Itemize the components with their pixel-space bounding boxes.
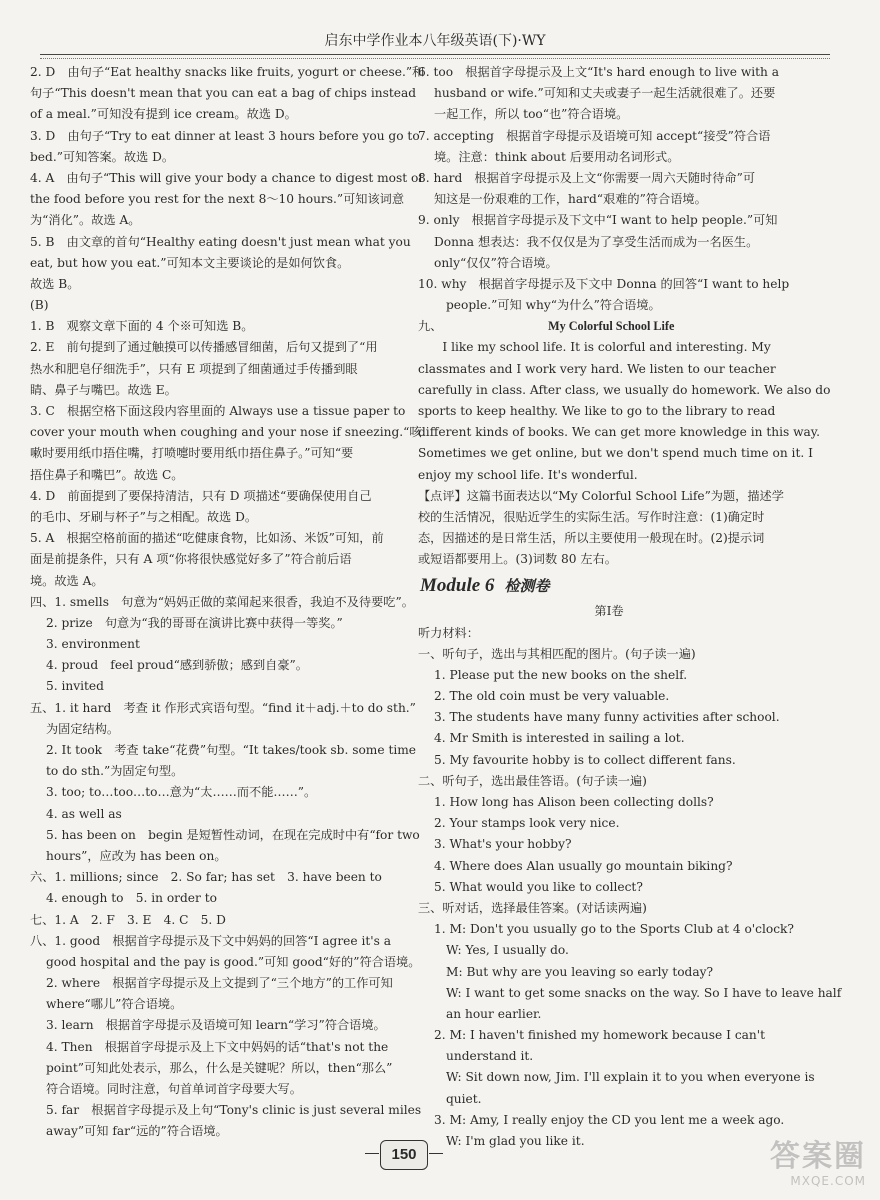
- text-line: 一起工作，所以 too“也”符合语境。: [434, 107, 629, 122]
- essay-title: My Colorful School Life: [548, 319, 675, 334]
- text-line: understand it.: [446, 1049, 534, 1064]
- text-line: bed.”可知答案。故选 D。: [30, 149, 175, 164]
- text-line: 睛、鼻子与嘴巴。故选 E。: [30, 382, 177, 397]
- text-line: 4. A 由句子“This will give your body a chance to digest most of: [30, 170, 423, 185]
- text-line: M: But why are you leaving so early today?: [446, 964, 714, 979]
- text-line: 1. Please put the new books on the shelf.: [434, 667, 688, 682]
- text-line: 4. D 前面提到了要保持清洁，只有 D 项描述“要确保使用自己: [30, 488, 372, 503]
- text-line: of a meal.”可知没有提到 ice cream。故选 D。: [30, 107, 297, 122]
- header-rule: [40, 58, 830, 59]
- text-line: people.”可知 why“为什么”符合语境。: [446, 298, 661, 313]
- text-line: 3. The students have many funny activities after school.: [434, 710, 780, 725]
- text-line: 六、1. millions; since 2. So far; has set 3. have been to: [30, 870, 382, 885]
- text-line: 八、1. good 根据首字母提示及下文中妈妈的回答“I agree it's a: [30, 933, 391, 948]
- watermark-site: MXQE.COM: [790, 1174, 866, 1188]
- text-line: 4. Mr Smith is interested in sailing a lot.: [434, 731, 685, 746]
- text-line: 境。注意：think about 后要用动名词形式。: [434, 149, 680, 164]
- text-line: only“仅仅”符合语境。: [434, 255, 558, 270]
- text-line: 2. prize 句意为“我的哥哥在演讲比赛中获得一等奖。”: [46, 615, 343, 630]
- text-line: 3. M: Amy, I really enjoy the CD you lent me a week ago.: [434, 1112, 785, 1127]
- text-line: eat, but how you eat.”可知本文主要谈论的是如何饮食。: [30, 255, 350, 270]
- text-line: husband or wife.”可知和丈夫或妻子一起生活就很难了。还要: [434, 86, 776, 101]
- text-line: 3. environment: [46, 637, 140, 652]
- text-line: 1. M: Don't you usually go to the Sports Club at 4 o'clock?: [434, 922, 794, 937]
- text-line: 嗽时要用纸巾捂住嘴，打喷嚏时要用纸巾捂住鼻子。”可知“要: [30, 446, 354, 461]
- text-line: quiet.: [446, 1091, 482, 1106]
- text-line: 10. why 根据首字母提示及下文中 Donna 的回答“I want to help: [418, 276, 790, 291]
- page-number: 150: [380, 1140, 428, 1170]
- text-line: 1. How long has Alison been collecting dolls?: [434, 795, 714, 809]
- text-line: 5. What would you like to collect?: [434, 879, 643, 894]
- text-line: 面是前提条件，只有 A 项“你将很快感觉好多了”符合前后语: [30, 552, 352, 567]
- text-line: 五、1. it hard 考查 it 作形式宾语句型。“find it＋adj.＋to do sth.”: [30, 700, 416, 715]
- text-line: 捂住鼻子和嘴巴”。故选 C。: [30, 467, 184, 482]
- module-subtitle: 检测卷: [504, 578, 550, 595]
- text-line: cover your mouth when coughing and your nose if sneezing.“咳: [30, 425, 422, 440]
- text-line: 境。故选 A。: [30, 573, 104, 588]
- text-line: 热水和肥皂仔细洗手”，只有 E 项提到了细菌通过手传播到眼: [30, 361, 358, 376]
- text-line: 8. hard 根据首字母提示及上文“你需要一周六天随时待命”可: [418, 170, 756, 185]
- text-line: 2. It took 考查 take“花费”句型。“It takes/took sb. some time: [46, 743, 417, 757]
- text-line: Sometimes we get online, but we don't spend much time on it. I: [418, 446, 813, 461]
- text-line: 5. has been on begin 是短暂性动词，在现在完成时中有“for two: [46, 827, 420, 842]
- text-line: hours”，应改为 has been on。: [46, 848, 227, 863]
- text-line: 4. proud feel proud“感到骄傲；感到自豪”。: [46, 658, 308, 673]
- text-line: 态，因描述的是日常生活，所以主要使用一般现在时。(2)提示词: [418, 531, 765, 546]
- left-column: [30, 62, 425, 1143]
- text-line: 5. My favourite hobby is to collect different fans.: [434, 752, 736, 767]
- text-line: 知这是一份艰难的工作，hard“艰难的”符合语境。: [434, 192, 707, 207]
- listening-material: [418, 623, 842, 1153]
- text-line: point”可知此处表示，那么，什么是关键呢？所以，then“那么”: [46, 1060, 393, 1075]
- answers-continued: [418, 62, 800, 316]
- essay-header: [418, 316, 800, 337]
- text-line: an hour earlier.: [446, 1006, 542, 1021]
- module-title: Module 6: [420, 574, 495, 596]
- text-line: 二、听句子，选出最佳答语。(句子读一遍): [418, 773, 647, 788]
- text-line: 或短语都要用上。(3)词数 80 左右。: [418, 552, 617, 567]
- text-line: W: I'm glad you like it.: [446, 1134, 585, 1148]
- text-line: 句子“This doesn't mean that you can eat a bag of chips instead: [30, 86, 417, 101]
- text-line: 三、听对话，选择最佳答案。(对话读两遍): [418, 900, 647, 915]
- text-line: I like my school life. It is colorful and interesting. My: [418, 340, 771, 355]
- text-line: 一、听句子，选出与其相匹配的图片。(句子读一遍): [418, 646, 696, 661]
- right-column: [418, 62, 842, 1152]
- text-line: 5. B 由文章的首句“Healthy eating doesn't just mean what you: [30, 234, 411, 249]
- module-heading: [418, 571, 800, 601]
- text-line: 3. learn 根据首字母提示及语境可知 learn“学习”符合语境。: [46, 1018, 386, 1033]
- text-line: 七、1. A 2. F 3. E 4. C 5. D: [30, 912, 226, 927]
- text-line: 5. invited: [46, 679, 104, 694]
- text-line: W: Sit down now, Jim. I'll explain it to you when everyone is: [446, 1070, 815, 1085]
- text-line: 4. as well as: [46, 806, 122, 821]
- text-line: 3. What's your hobby?: [434, 837, 572, 852]
- text-line: 7. accepting 根据首字母提示及语境可知 accept“接受”符合语: [418, 128, 771, 143]
- text-line: W: Yes, I usually do.: [446, 943, 569, 958]
- text-line: 2. Your stamps look very nice.: [434, 816, 620, 831]
- text-line: 3. too; to…too…to…意为“太……而不能……”。: [46, 785, 317, 800]
- essay-body: [418, 337, 831, 570]
- essay-label: 九、: [418, 319, 443, 334]
- text-line: away”可知 far“远的”符合语境。: [46, 1124, 228, 1139]
- watermark-brand: 答案圈: [770, 1139, 866, 1174]
- text-line: 2. D 由句子“Eat healthy snacks like fruits, yogurt or cheese.”和: [30, 65, 425, 79]
- text-line: 2. M: I haven't finished my homework because I can't: [434, 1028, 766, 1043]
- text-line: 2. where 根据首字母提示及上文提到了“三个地方”的工作可知: [46, 976, 393, 991]
- text-line: 故选 B。: [30, 276, 80, 291]
- text-line: 5. A 根据空格前面的描述“吃健康食物，比如汤、米饭”可知，前: [30, 531, 384, 546]
- header-title: 启东中学作业本八年级英语(下)·WY: [324, 33, 546, 49]
- text-line: W: I want to get some snacks on the way. So I have to leave half: [446, 985, 842, 1000]
- text-line: 4. Where does Alan usually go mountain biking?: [434, 858, 733, 873]
- text-line: 2. The old coin must be very valuable.: [434, 689, 670, 704]
- text-line: 符合语境。同时注意，句首单词首字母要大写。: [46, 1082, 302, 1096]
- text-line: (B): [30, 298, 49, 313]
- text-line: the food before you rest for the next 8～10 hours.”可知该词意: [30, 192, 405, 207]
- page-header: [40, 28, 830, 55]
- text-line: 2. E 前句提到了通过触摸可以传播感冒细菌，后句又提到了“用: [30, 340, 378, 355]
- text-line: 为“消化”。故选 A。: [30, 213, 141, 228]
- text-line: 3. D 由句子“Try to eat dinner at least 3 hours before you go to: [30, 128, 420, 143]
- text-line: carefully in class. After class, we usually do homework. We also do: [418, 382, 831, 397]
- text-line: 为固定结构。: [46, 721, 120, 736]
- watermark-logo: [716, 1140, 866, 1192]
- text-line: 4. Then 根据首字母提示及上下文中妈妈的话“that's not the: [46, 1039, 389, 1054]
- text-line: 1. B 观察文章下面的 4 个※可知选 B。: [30, 319, 254, 334]
- text-line: classmates and I work very hard. We listen to our teacher: [418, 361, 776, 376]
- text-line: 4. enough to 5. in order to: [46, 891, 217, 906]
- text-line: where“哪儿”符合语境。: [46, 997, 183, 1012]
- text-line: Donna 想表达：我不仅仅是为了享受生活而成为一名医生。: [434, 234, 759, 249]
- text-line: 四、1. smells 句意为“妈妈正做的菜闻起来很香，我迫不及待要吃”。: [30, 594, 414, 609]
- text-line: 校的生活情况，很贴近学生的实际生活。写作时注意：(1)确定时: [418, 509, 765, 524]
- text-line: good hospital and the pay is good.”可知 good“好的”符合语境。: [46, 954, 421, 969]
- text-line: 6. too 根据首字母提示及上文“It's hard enough to live with a: [418, 65, 780, 79]
- section-heading: 第Ⅰ卷: [594, 603, 624, 618]
- text-line: 听力材料：: [418, 625, 479, 640]
- text-line: enjoy my school life. It's wonderful.: [418, 467, 638, 482]
- text-line: different kinds of books. We can get more knowledge in this way.: [418, 425, 820, 440]
- text-line: sports to keep healthy. We like to go to the library to read: [418, 404, 776, 418]
- text-line: 9. only 根据首字母提示及下文中“I want to help people.”可知: [418, 213, 778, 228]
- text-line: to do sth.”为固定句型。: [46, 764, 184, 779]
- text-line: 3. C 根据空格下面这段内容里面的 Always use a tissue paper to: [30, 404, 406, 418]
- text-line: 的毛巾、牙刷与杯子”与之相配。故选 D。: [30, 509, 258, 524]
- text-line: 5. far 根据首字母提示及上句“Tony's clinic is just several miles: [46, 1103, 422, 1118]
- text-line: 【点评】这篇书面表达以“My Colorful School Life”为题，描述学: [418, 488, 784, 503]
